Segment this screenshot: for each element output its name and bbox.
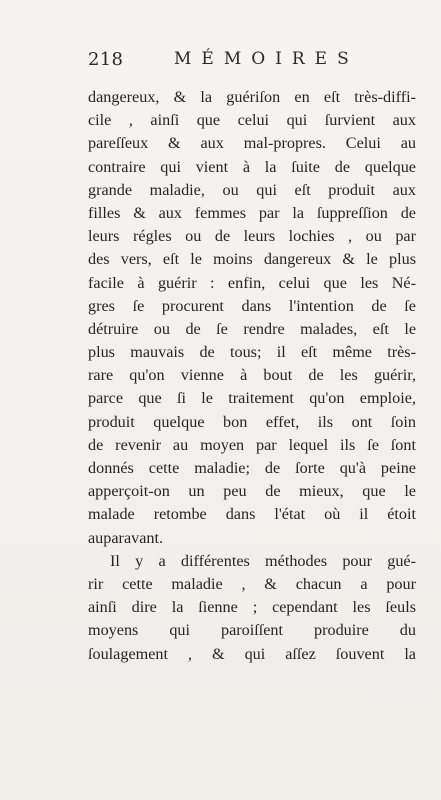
text-line: moyens qui paroiſſent produire du — [88, 621, 416, 640]
text-line: grande maladie, ou qui eſt produit aux — [88, 180, 416, 199]
text-line: contraire qui vient à la ſuite de quelque — [88, 157, 416, 176]
text-line: parce que ſi le traitement qu'on emploie, — [88, 389, 416, 408]
text-line: rir cette maladie , & chacun a pour — [88, 574, 416, 593]
text-line: facile à guérir : enfin, celui que les Né- — [88, 273, 416, 292]
text-line: leurs régles ou de leurs lochies , ou par — [88, 227, 416, 246]
text-line: ainſi dire la ſienne ; cependant les ſeuls — [88, 598, 416, 617]
page-number: 218 — [88, 49, 124, 70]
paragraph-2 — [88, 550, 416, 666]
text-line: cile , ainſi que celui qui ſurvient aux — [88, 111, 416, 130]
text-line: rare qu'on vienne à bout de les guérir, — [88, 366, 416, 385]
text-line: filles & aux femmes par la ſuppreſſion de — [88, 203, 416, 222]
page-header — [88, 49, 381, 75]
text-line: produit quelque bon effet, ils ont ſoin — [88, 412, 416, 431]
text-line: pareſſeux & aux mal-propres. Celui au — [88, 134, 416, 153]
running-title: MÉMOIRES — [174, 49, 359, 69]
text-line: détruire ou de ſe rendre malades, eſt le — [88, 319, 416, 338]
text-line: dangereux, & la guériſon en eſt très-diffi- — [88, 88, 416, 106]
text-line: malade retombe dans l'état où il étoit — [88, 505, 416, 524]
text-line: ſoulagement , & qui aſſez ſouvent la — [88, 644, 416, 663]
text-line: apperçoit-on un peu de mieux, que le — [88, 482, 416, 501]
text-line: gres ſe procurent dans l'intention de ſe — [88, 296, 416, 315]
body-text — [88, 86, 416, 666]
text-line: des vers, eſt le moins dangereux & le plus — [88, 250, 416, 269]
text-line: Il y a différentes méthodes pour gué- — [110, 551, 416, 570]
paragraph-1 — [88, 86, 416, 550]
text-line: plus mauvais de tous; il eſt même très- — [88, 343, 416, 362]
text-line: donnés cette maladie; de ſorte qu'à peine — [88, 459, 416, 477]
text-line: de revenir au moyen par lequel ils ſe ſont — [88, 435, 416, 454]
text-line: auparavant. — [88, 528, 164, 547]
